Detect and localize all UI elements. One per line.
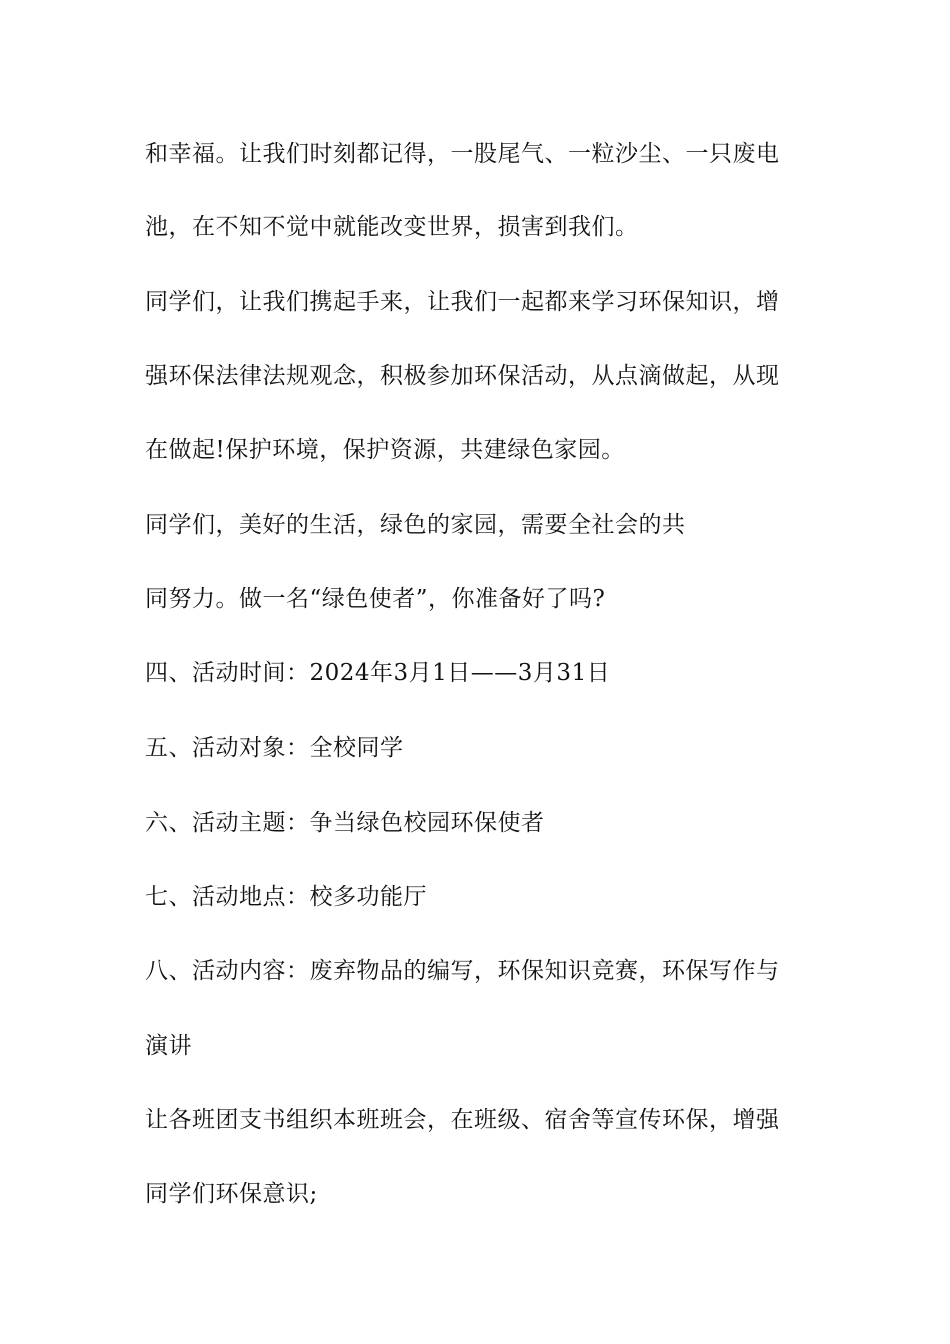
text-line: 同学们，美好的生活，绿色的家园，需要全社会的共 — [145, 512, 686, 538]
text-line: 池，在不知不觉中就能改变世界，损害到我们。 — [145, 214, 639, 240]
section-heading-audience: 五、活动对象：全校同学 — [145, 735, 404, 761]
section-heading-theme: 六、活动主题：争当绿色校园环保使者 — [145, 810, 545, 836]
text-line: 在做起!保护环境，保护资源，共建绿色家园。 — [145, 437, 625, 463]
text-line: 演讲 — [145, 1033, 192, 1059]
section-heading-content: 八、活动内容：废弃物品的编写，环保知识竞赛，环保写作与 — [145, 958, 780, 984]
text-line: 同学们，让我们携起手来，让我们一起都来学习环保知识，增 — [145, 289, 780, 315]
text-line: 同学们环保意识; — [145, 1181, 318, 1207]
text-line: 和幸福。让我们时刻都记得，一股尾气、一粒沙尘、一只废电 — [145, 141, 780, 167]
section-heading-time: 四、活动时间：2024年3月1日——3月31日 — [145, 660, 611, 686]
text-line: 同努力。做一名“绿色使者”，你准备好了吗? — [145, 586, 606, 612]
text-line: 强环保法律法规观念，积极参加环保活动，从点滴做起，从现 — [145, 363, 780, 389]
section-heading-location: 七、活动地点：校多功能厅 — [145, 884, 427, 910]
text-line: 让各班团支书组织本班班会，在班级、宿舍等宣传环保，增强 — [145, 1107, 780, 1133]
